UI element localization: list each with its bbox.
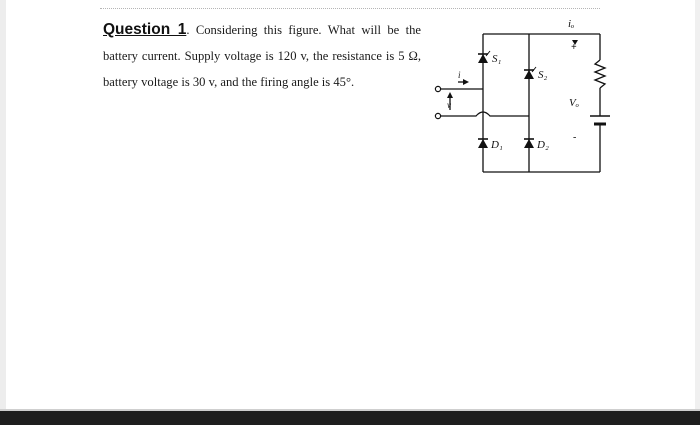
label-i: i [458,70,461,80]
label-io: iₒ [568,18,575,30]
terminal-bottom-icon [435,113,440,118]
label-s1: S₁ [492,53,502,65]
circuit-diagram [428,12,618,184]
terminal-top-icon [435,86,440,91]
label-v: v [447,100,451,110]
question-label: Question 1 [103,21,187,38]
label-minus: - [573,132,577,143]
wire-source-bottom-crossover [440,112,529,116]
diode-d1-icon [478,139,488,148]
label-plus: + [571,42,577,53]
label-d2: D₂ [537,139,549,151]
diode-d2-icon [524,139,534,148]
question-paragraph [103,17,421,95]
label-vo: Vₒ [569,97,579,109]
label-d1: D₁ [491,139,503,151]
label-s2: S₂ [538,69,548,81]
current-arrowhead-icon [463,79,469,85]
source-voltage-arrowhead-icon [447,92,453,98]
page-left-edge [0,0,6,425]
page-right-edge [695,0,700,425]
question-body: . Considering this figure. What will be the battery current. Supply voltage is 120 v, the resistance is 5 Ω, battery voltage is 30 v, and the firing angle is 45°. [103,23,421,89]
question-text-block [103,17,421,95]
bottom-dark-bar [0,411,700,425]
resistor-symbol [595,60,605,88]
top-dotted-rule [100,8,600,9]
